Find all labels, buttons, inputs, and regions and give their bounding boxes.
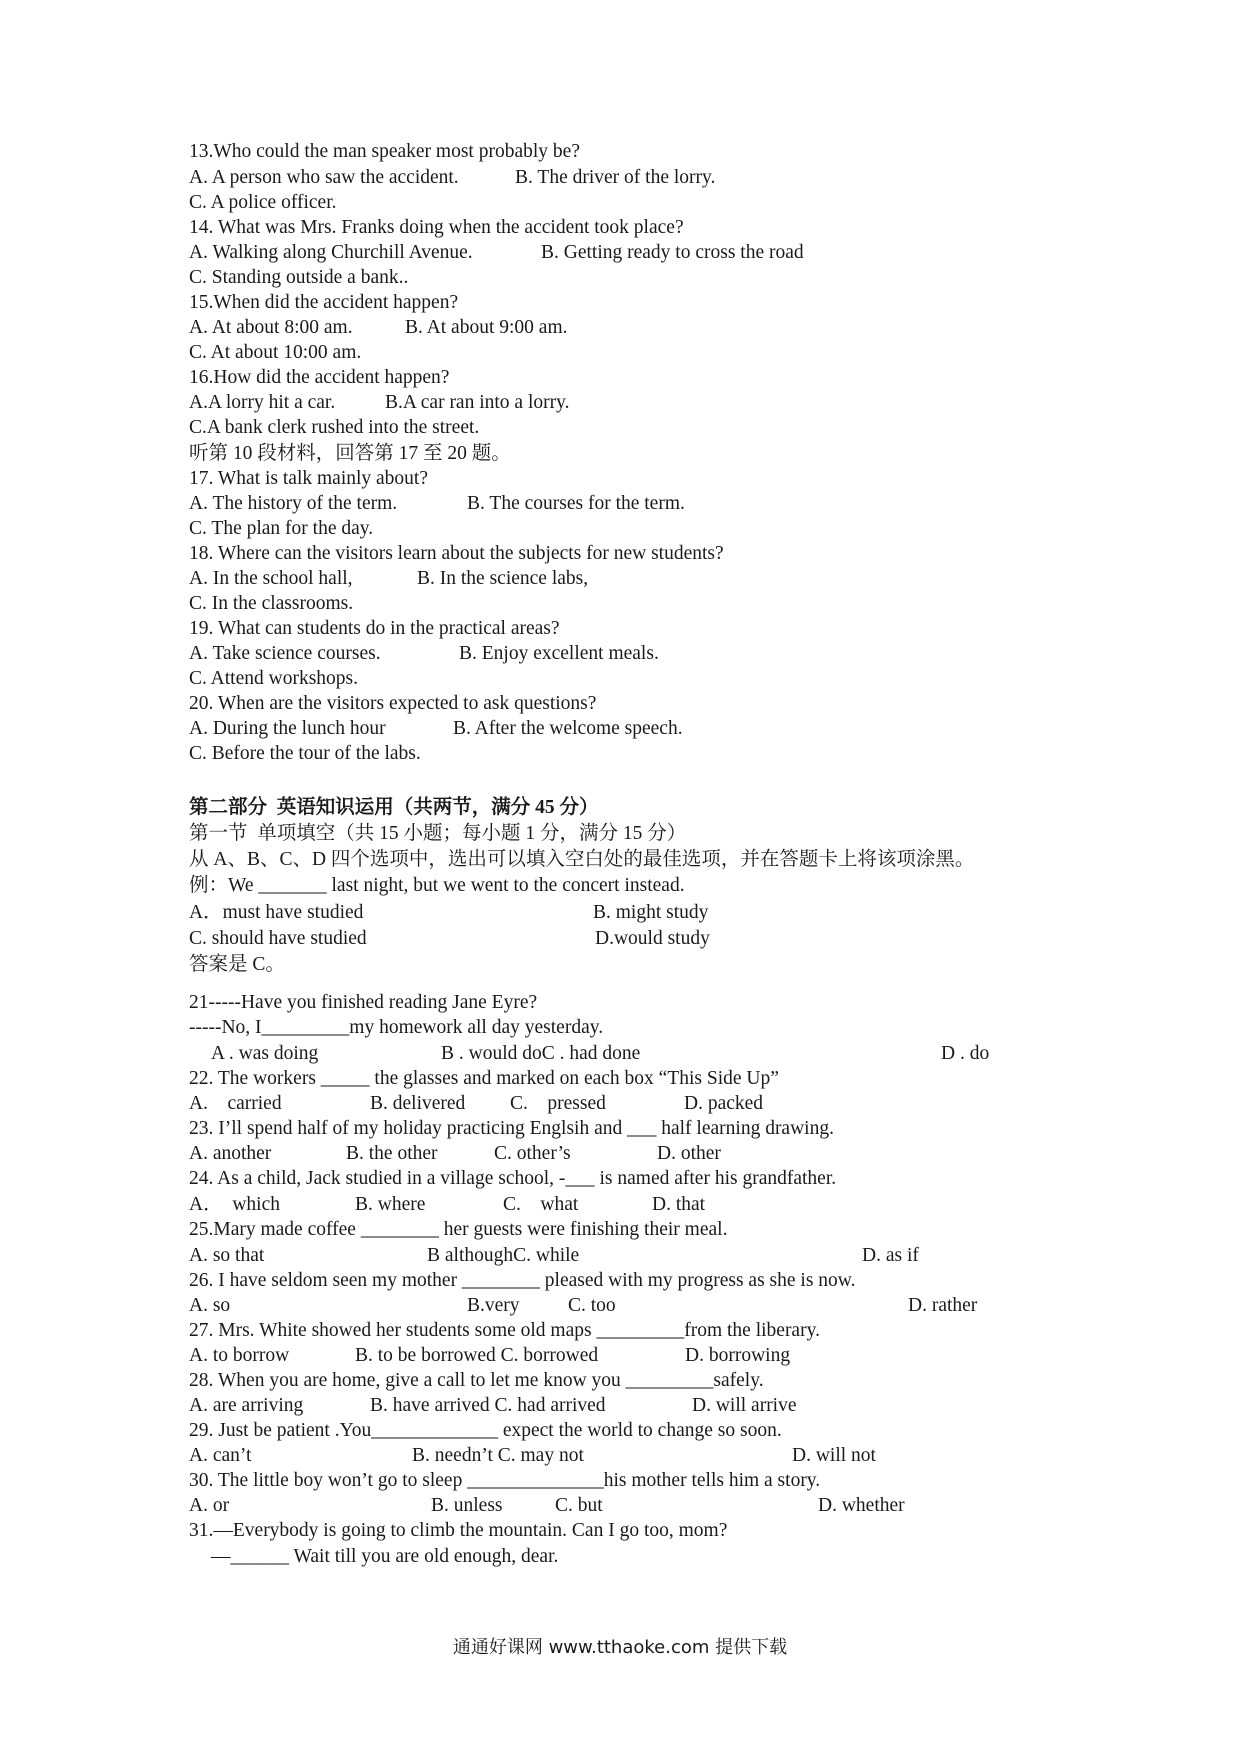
text-line: A. In the school hall, [189,568,353,589]
text-line: B. might study [593,902,709,923]
text-line: 25.Mary made coffee ________ her guests were finishing their meal. [189,1219,728,1240]
text-line: 从 A、B、C、D 四个选项中，选出可以填入空白处的最佳选项，并在答题卡上将该项涂黑。 [189,849,975,870]
text-line: 听第 10 段材料，回答第 17 至 20 题。 [189,443,511,464]
text-line: D.would study [595,928,710,949]
text-line: C. but [555,1495,603,1516]
text-line: C. what [503,1194,579,1215]
text-line: 26. I have seldom seen my mother ________ pleased with my progress as she is now. [189,1270,856,1291]
text-line: 13.Who could the man speaker most probably be? [189,141,580,162]
text-line: 28. When you are home, give a call to let me know you _________safely. [189,1370,764,1391]
text-line: D. borrowing [685,1345,791,1366]
text-line: A. The history of the term. [189,493,398,514]
text-line: A. During the lunch hour [189,718,386,739]
text-line: D. that [652,1194,706,1215]
text-line: A. or [189,1495,230,1516]
text-line: B. delivered [370,1093,466,1114]
text-line: B.very [467,1295,520,1316]
text-line: 23. I’ll spend half of my holiday practicing Englsih and ___ half learning drawing. [189,1118,834,1139]
text-line: A. At about 8:00 am. [189,317,353,338]
text-line: A. so that [189,1245,265,1266]
text-line: C.A bank clerk rushed into the street. [189,417,480,438]
text-line: B. The driver of the lorry. [515,167,716,188]
text-line: B. At about 9:00 am. [405,317,568,338]
text-line: A. to borrow [189,1345,290,1366]
text-line: 20. When are the visitors expected to ask questions? [189,693,597,714]
text-line: A．must have studied [189,902,364,923]
text-line: A. so [189,1295,231,1316]
text-line: 答案是 C。 [189,954,285,975]
text-line: C. The plan for the day. [189,518,374,539]
text-line: -----No, I_________my homework all day yesterday. [189,1017,604,1038]
text-line: D. other [657,1143,721,1164]
text-line: 例：We _______ last night, but we went to the concert instead. [189,875,685,896]
section-heading: 第二部分 英语知识运用（共两节，满分 45 分） [189,797,599,818]
text-line: 14. What was Mrs. Franks doing when the accident took place? [189,217,684,238]
text-line: A. A person who saw the accident. [189,167,459,188]
text-line: D. rather [908,1295,978,1316]
text-line: C. pressed [510,1093,606,1114]
text-line: 21-----Have you finished reading Jane Eyre? [189,992,538,1013]
text-line: 31.—Everybody is going to climb the mountain. Can I go too, mom? [189,1520,728,1541]
text-line: C. Before the tour of the labs. [189,743,421,764]
text-line: 18. Where can the visitors learn about the subjects for new students? [189,543,724,564]
text-line: 22. The workers _____ the glasses and marked on each box “This Side Up” [189,1068,779,1089]
text-line: B. The courses for the term. [467,493,685,514]
text-line: D. as if [862,1245,919,1266]
text-line: D. packed [684,1093,764,1114]
text-line: C. too [568,1295,616,1316]
text-line: B althoughC. while [427,1245,580,1266]
text-line: 17. What is talk mainly about? [189,468,429,489]
text-line: 16.How did the accident happen? [189,367,450,388]
text-line: D. whether [818,1495,905,1516]
text-line: B.A car ran into a lorry. [385,392,570,413]
text-line: C. should have studied [189,928,367,949]
text-line: B. In the science labs, [417,568,589,589]
text-line: D. will arrive [692,1395,797,1416]
text-line: B. After the welcome speech. [453,718,683,739]
text-line: C. Standing outside a bank.. [189,267,409,288]
text-line: A. carried [189,1093,282,1114]
text-line: 30. The little boy won’t go to sleep ______________his mother tells him a story. [189,1470,821,1491]
text-line: B. Getting ready to cross the road [541,242,804,263]
text-line: C. A police officer. [189,192,337,213]
text-line: B . would doC . had done [441,1043,641,1064]
text-line: A. are arriving [189,1395,304,1416]
text-line: A. can’t [189,1445,252,1466]
text-line: 第一节 单项填空（共 15 小题；每小题 1 分，满分 15 分） [189,823,687,844]
text-line: C. other’s [494,1143,571,1164]
text-line: C. In the classrooms. [189,593,354,614]
text-line: B. where [355,1194,426,1215]
text-line: A . was doing [211,1043,319,1064]
text-line: A. Take science courses. [189,643,381,664]
text-line: D. will not [792,1445,876,1466]
text-line: 29. Just be patient .You_____________ expect the world to change so soon. [189,1420,782,1441]
text-line: B. unless [431,1495,503,1516]
text-line: 24. As a child, Jack studied in a village school, -___ is named after his grandfather. [189,1168,837,1189]
download-footer: 通通好课网 www.tthaoke.com 提供下载 [452,1637,788,1658]
text-line: B. to be borrowed C. borrowed [355,1345,599,1366]
text-line: B. needn’t C. may not [412,1445,584,1466]
text-line: 19. What can students do in the practical areas? [189,618,560,639]
text-line: A. Walking along Churchill Avenue. [189,242,473,263]
text-line: B. the other [346,1143,438,1164]
text-line: A. another [189,1143,272,1164]
text-line: A.A lorry hit a car. [189,392,336,413]
text-line: B. Enjoy excellent meals. [459,643,659,664]
text-line: C. At about 10:00 am. [189,342,362,363]
text-line: —______ Wait till you are old enough, dear. [211,1546,559,1567]
text-line: A． which [189,1194,280,1215]
text-line: 27. Mrs. White showed her students some old maps _________from the liberary. [189,1320,820,1341]
text-line: 15.When did the accident happen? [189,292,459,313]
text-line: D . do [941,1043,990,1064]
text-line: C. Attend workshops. [189,668,359,689]
text-line: B. have arrived C. had arrived [370,1395,606,1416]
